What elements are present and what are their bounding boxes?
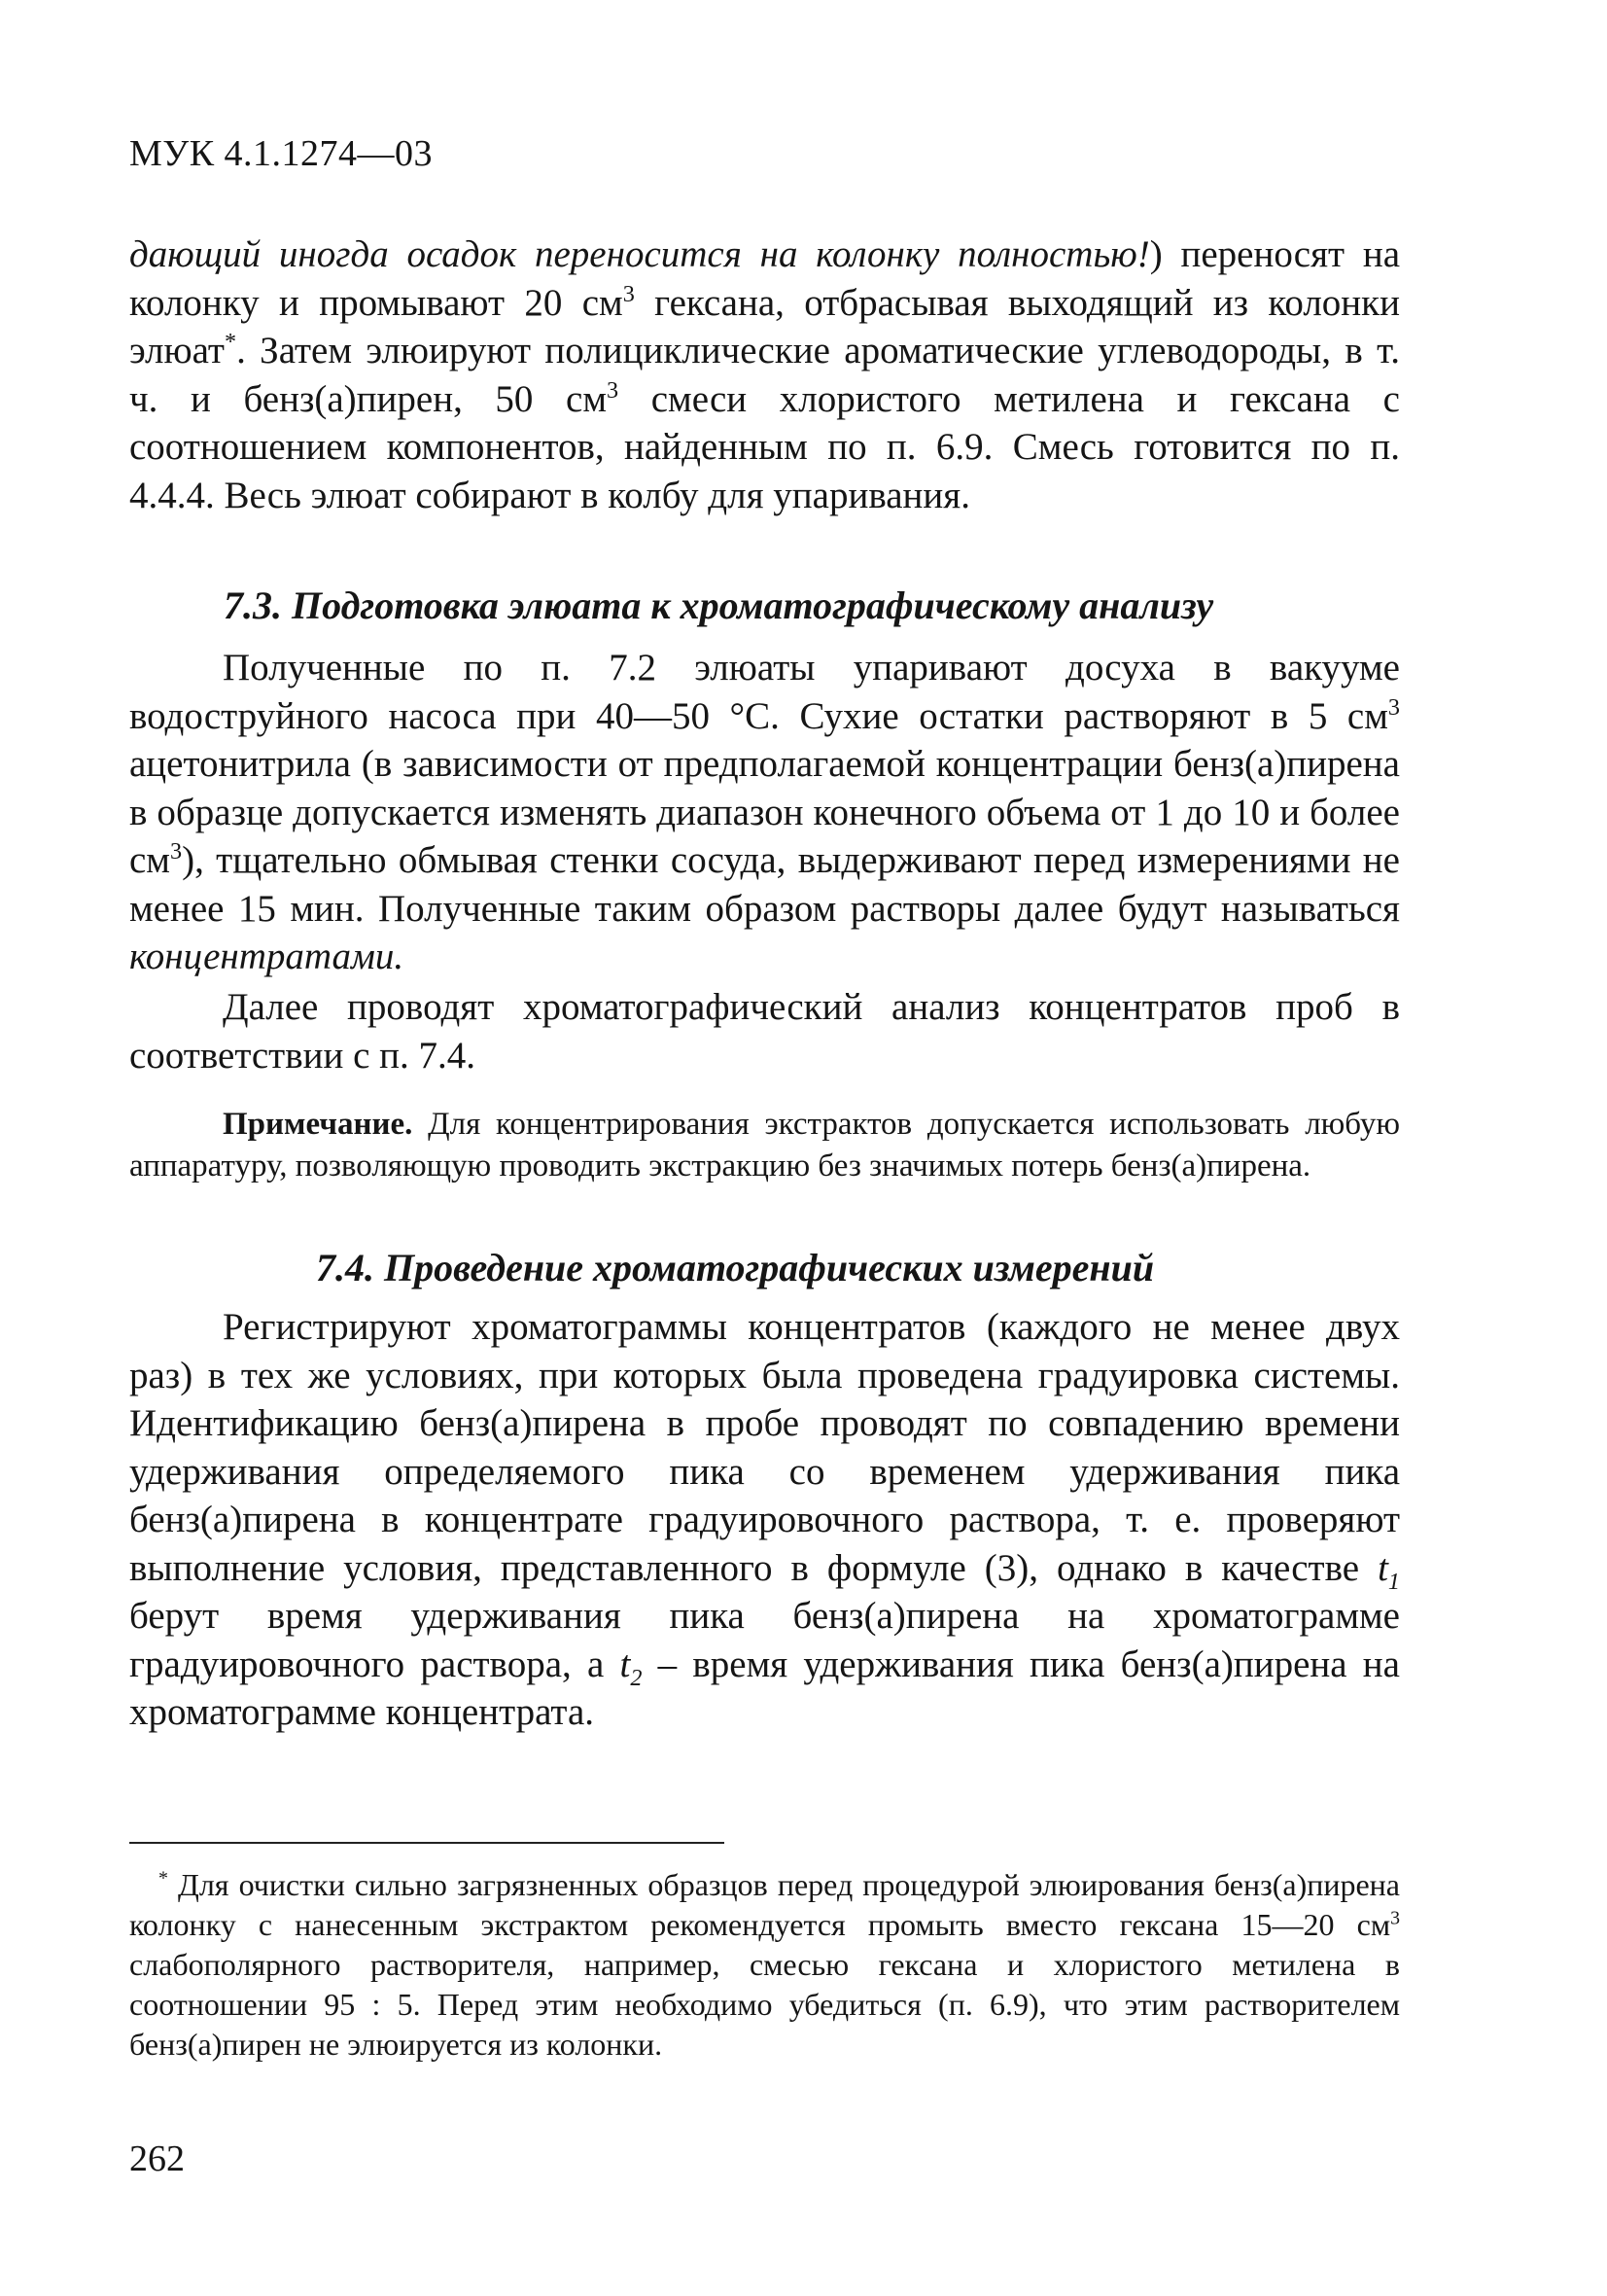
paragraph-text: ), тщательно обмывая стенки сосуда, выдерживают перед измерениями не менее 15 мин. Полученные таким образом растворы далее будут называться [129, 839, 1400, 930]
page-number: 262 [129, 2138, 185, 2179]
paragraph-text: ) переносят на колонку и промывают 20 см [129, 233, 1401, 324]
note-label: Примечание. [223, 1107, 413, 1142]
paragraph-text: Полученные по п. 7.2 элюаты упаривают досуха в вакууме водоструйного насоса при 40—50 °С. Сухие остатки растворяют в 5 см [129, 647, 1400, 737]
section-heading-7-4: 7.4. Проведение хроматографических измерений [316, 1246, 1155, 1289]
superscript: 3 [1390, 1907, 1400, 1929]
paragraph-7-3-a [129, 644, 1400, 981]
note-text: Для концентрирования экстрактов допускается использовать любую аппаратуру, позволяющую проводить экстракцию без значимых потерь бенз(а)пирена. [129, 1107, 1400, 1183]
footnote-marker: * [224, 329, 237, 355]
paragraph-text: Регистрируют хроматограммы концентратов (каждого не менее двух раз) в тех же условиях, при которых была проведена градуировка системы. Идентификацию бенз(а)пирена в пробе проводят по совпадению времени удерживания определяемого пика со временем удерживания пика бенз(а)пирена в концентрате градуировочного раствора, т. е. проверяют выполнение условия, представленного в формуле (3), однако в качестве [129, 1306, 1400, 1589]
superscript: 3 [622, 280, 635, 307]
section-heading-7-3: 7.3. Подготовка элюата к хроматографическому анализу [224, 583, 1214, 627]
note-block [129, 1104, 1400, 1187]
running-header: МУК 4.1.1274—03 [129, 133, 434, 174]
paragraph-7-4 [129, 1303, 1400, 1737]
paragraph-text: . Затем элюируют полициклические ароматические углеводороды, в т. ч. и бенз(а)пирен, 50 см [129, 330, 1400, 420]
superscript: 3 [170, 838, 183, 865]
paragraph-continuation [129, 230, 1400, 519]
subscript: 1 [1387, 1568, 1400, 1595]
paragraph-7-3-b: Далее проводят хроматографический анализ концентратов проб в соответствии с п. 7.4. [129, 986, 1400, 1077]
superscript: 3 [1387, 693, 1400, 721]
paragraph-text: – время удерживания пика бенз(а)пирена на хроматограмме концентрата. [129, 1643, 1400, 1733]
variable: t [619, 1643, 631, 1685]
footnote-divider [129, 1842, 724, 1844]
paragraph-text: смеси хлористого метилена и гексана с соотношением компонентов, найденным по п. 6.9. Смесь готовится по п. 4.4.4. Весь элюат собирают в колбу для упаривания. [129, 377, 1400, 516]
footnote-text: слабополярного растворителя, например, смесью гексана и хлористого метилена в соотношении 95 : 5. Перед этим необходимо убедиться (п. 6.9), что этим растворителем бенз(а)пирен не элюируется из колонки. [129, 1947, 1400, 2062]
italic-term: концентратами. [129, 936, 404, 977]
footnote [129, 1865, 1400, 2065]
paragraph-text: ацетонитрила (в зависимости от предполагаемой концентрации бенз(а)пирена в образце допускается изменять диапазон конечного объема от 1 до 10 и более см [129, 743, 1400, 881]
footnote-marker: * [158, 1867, 168, 1890]
paragraph-text: гексана, отбрасывая выходящий из колонки элюат [129, 281, 1400, 371]
paragraph-italic-lead: дающий иногда осадок переносится на колонку полностью! [129, 233, 1150, 275]
superscript: 3 [607, 376, 619, 404]
footnote-text: Для очистки сильно загрязненных образцов перед процедурой элюирования бенз(а)пирена колонку с нанесенным экстрактом рекомендуется промыть вместо гексана 15—20 см [129, 1867, 1400, 1942]
variable: t [1378, 1546, 1388, 1589]
paragraph-text: берут время удерживания пика бенз(а)пирена на хроматограмме градуировочного раствора, а [129, 1595, 1400, 1685]
subscript: 2 [630, 1664, 643, 1691]
